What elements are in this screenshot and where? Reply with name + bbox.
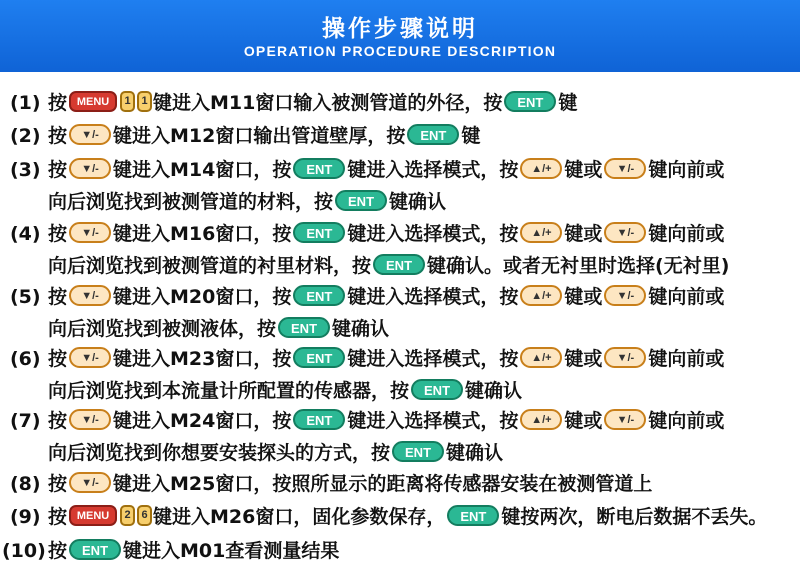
step-number: (10) — [2, 540, 46, 562]
step-text: 键向前或 — [648, 286, 725, 308]
step-number: (9) — [10, 506, 41, 528]
ent-key-icon: ENT — [504, 91, 556, 112]
step-line — [48, 376, 522, 406]
ent-key-icon: ENT — [373, 254, 425, 275]
step-text: 键进入M01查看测量结果 — [123, 540, 340, 562]
step-text: 按 — [48, 286, 68, 308]
down-key-icon: ▼/- — [69, 472, 111, 493]
ent-key-icon: ENT — [293, 409, 345, 430]
step-text: 向后浏览找到你想要安装探头的方式，按 — [48, 442, 391, 464]
step-text: 键或 — [564, 348, 603, 370]
step-text: 键按两次，断电后数据不丢失。 — [501, 506, 768, 528]
step-text: 键确认 — [446, 442, 504, 464]
step-text: 按 — [48, 410, 68, 432]
step-line — [48, 502, 767, 532]
step-text: 键确认。或者无衬里时选择(无衬里) — [427, 255, 730, 277]
step-number: (5) — [10, 286, 41, 308]
step-line — [48, 314, 389, 344]
down-key-icon: ▼/- — [604, 222, 646, 243]
page-subtitle: OPERATION PROCEDURE DESCRIPTION — [243, 43, 557, 59]
digit-key-icon: 1 — [137, 91, 152, 112]
step-text: 键确认 — [332, 318, 390, 340]
down-key-icon: ▼/- — [69, 285, 111, 306]
step-text: 按 — [48, 92, 68, 114]
up-key-icon: ▲/+ — [520, 158, 562, 179]
step-line — [48, 88, 577, 118]
up-key-icon: ▲/+ — [520, 222, 562, 243]
ent-key-icon: ENT — [411, 379, 463, 400]
step-text: 键进入M16窗口，按 — [113, 223, 292, 245]
ent-key-icon: ENT — [293, 285, 345, 306]
step-text: 键进入选择模式，按 — [347, 286, 519, 308]
menu-key-icon: MENU — [69, 505, 117, 526]
ent-key-icon: ENT — [293, 158, 345, 179]
step-number: (1) — [10, 92, 41, 114]
ent-key-icon: ENT — [293, 347, 345, 368]
step-line — [48, 251, 729, 281]
step-line — [48, 406, 724, 436]
digit-key-icon: 1 — [120, 91, 135, 112]
step-text: 按 — [48, 506, 68, 528]
step-text: 键进入M14窗口，按 — [113, 159, 292, 181]
down-key-icon: ▼/- — [604, 347, 646, 368]
step-text: 键进入M12窗口输出管道壁厚，按 — [113, 125, 406, 147]
ent-key-icon: ENT — [392, 441, 444, 462]
step-text: 键确认 — [465, 380, 523, 402]
step-text: 键进入M20窗口，按 — [113, 286, 292, 308]
menu-key-icon: MENU — [69, 91, 117, 112]
step-number: (2) — [10, 125, 41, 147]
step-text: 按 — [48, 159, 68, 181]
step-number: (4) — [10, 223, 41, 245]
step-text: 键 — [558, 92, 578, 114]
down-key-icon: ▼/- — [69, 409, 111, 430]
step-line — [48, 155, 724, 185]
up-key-icon: ▲/+ — [520, 409, 562, 430]
step-text: 键进入选择模式，按 — [347, 223, 519, 245]
down-key-icon: ▼/- — [69, 158, 111, 179]
down-key-icon: ▼/- — [604, 285, 646, 306]
ent-key-icon: ENT — [278, 317, 330, 338]
step-text: 键或 — [564, 286, 603, 308]
step-text: 向后浏览找到本流量计所配置的传感器，按 — [48, 380, 410, 402]
step-text: 键确认 — [389, 191, 447, 213]
step-line — [48, 282, 724, 312]
digit-key-icon: 6 — [137, 505, 152, 526]
step-text: 键向前或 — [648, 159, 725, 181]
step-line — [48, 121, 480, 151]
digit-key-icon: 2 — [120, 505, 135, 526]
ent-key-icon: ENT — [69, 539, 121, 560]
step-text: 键进入选择模式，按 — [347, 159, 519, 181]
ent-key-icon: ENT — [407, 124, 459, 145]
step-text: 键或 — [564, 159, 603, 181]
step-line — [48, 344, 724, 374]
step-text: 按 — [48, 223, 68, 245]
step-text: 键进入M23窗口，按 — [113, 348, 292, 370]
step-text: 键进入M24窗口，按 — [113, 410, 292, 432]
up-key-icon: ▲/+ — [520, 347, 562, 368]
step-text: 按 — [48, 473, 68, 495]
step-text: 向后浏览找到被测管道的衬里材料，按 — [48, 255, 372, 277]
step-text: 键 — [461, 125, 481, 147]
down-key-icon: ▼/- — [69, 347, 111, 368]
step-line — [48, 438, 503, 468]
step-line — [48, 536, 339, 566]
step-text: 键进入M11窗口输入被测管道的外径，按 — [153, 92, 503, 114]
up-key-icon: ▲/+ — [520, 285, 562, 306]
down-key-icon: ▼/- — [604, 158, 646, 179]
header-banner — [0, 0, 800, 72]
step-text: 键进入选择模式，按 — [347, 348, 519, 370]
step-line — [48, 469, 652, 499]
step-text: 向后浏览找到被测管道的材料，按 — [48, 191, 334, 213]
step-text: 按 — [48, 348, 68, 370]
step-text: 键或 — [564, 223, 603, 245]
step-text: 键向前或 — [648, 410, 725, 432]
step-number: (3) — [10, 159, 41, 181]
step-line — [48, 219, 724, 249]
ent-key-icon: ENT — [447, 505, 499, 526]
step-line — [48, 187, 446, 217]
ent-key-icon: ENT — [335, 190, 387, 211]
step-text: 键或 — [564, 410, 603, 432]
step-number: (7) — [10, 410, 41, 432]
step-text: 键向前或 — [648, 223, 725, 245]
step-number: (6) — [10, 348, 41, 370]
page-title: 操作步骤说明 — [322, 16, 478, 42]
step-text: 键进入M25窗口，按照所显示的距离将传感器安装在被测管道上 — [113, 473, 653, 495]
step-number: (8) — [10, 473, 41, 495]
step-text: 向后浏览找到被测液体，按 — [48, 318, 277, 340]
down-key-icon: ▼/- — [69, 124, 111, 145]
step-text: 键进入M26窗口，固化参数保存， — [153, 506, 446, 528]
down-key-icon: ▼/- — [604, 409, 646, 430]
step-text: 按 — [48, 540, 68, 562]
down-key-icon: ▼/- — [69, 222, 111, 243]
ent-key-icon: ENT — [293, 222, 345, 243]
step-text: 键向前或 — [648, 348, 725, 370]
step-text: 键进入选择模式，按 — [347, 410, 519, 432]
step-text: 按 — [48, 125, 68, 147]
